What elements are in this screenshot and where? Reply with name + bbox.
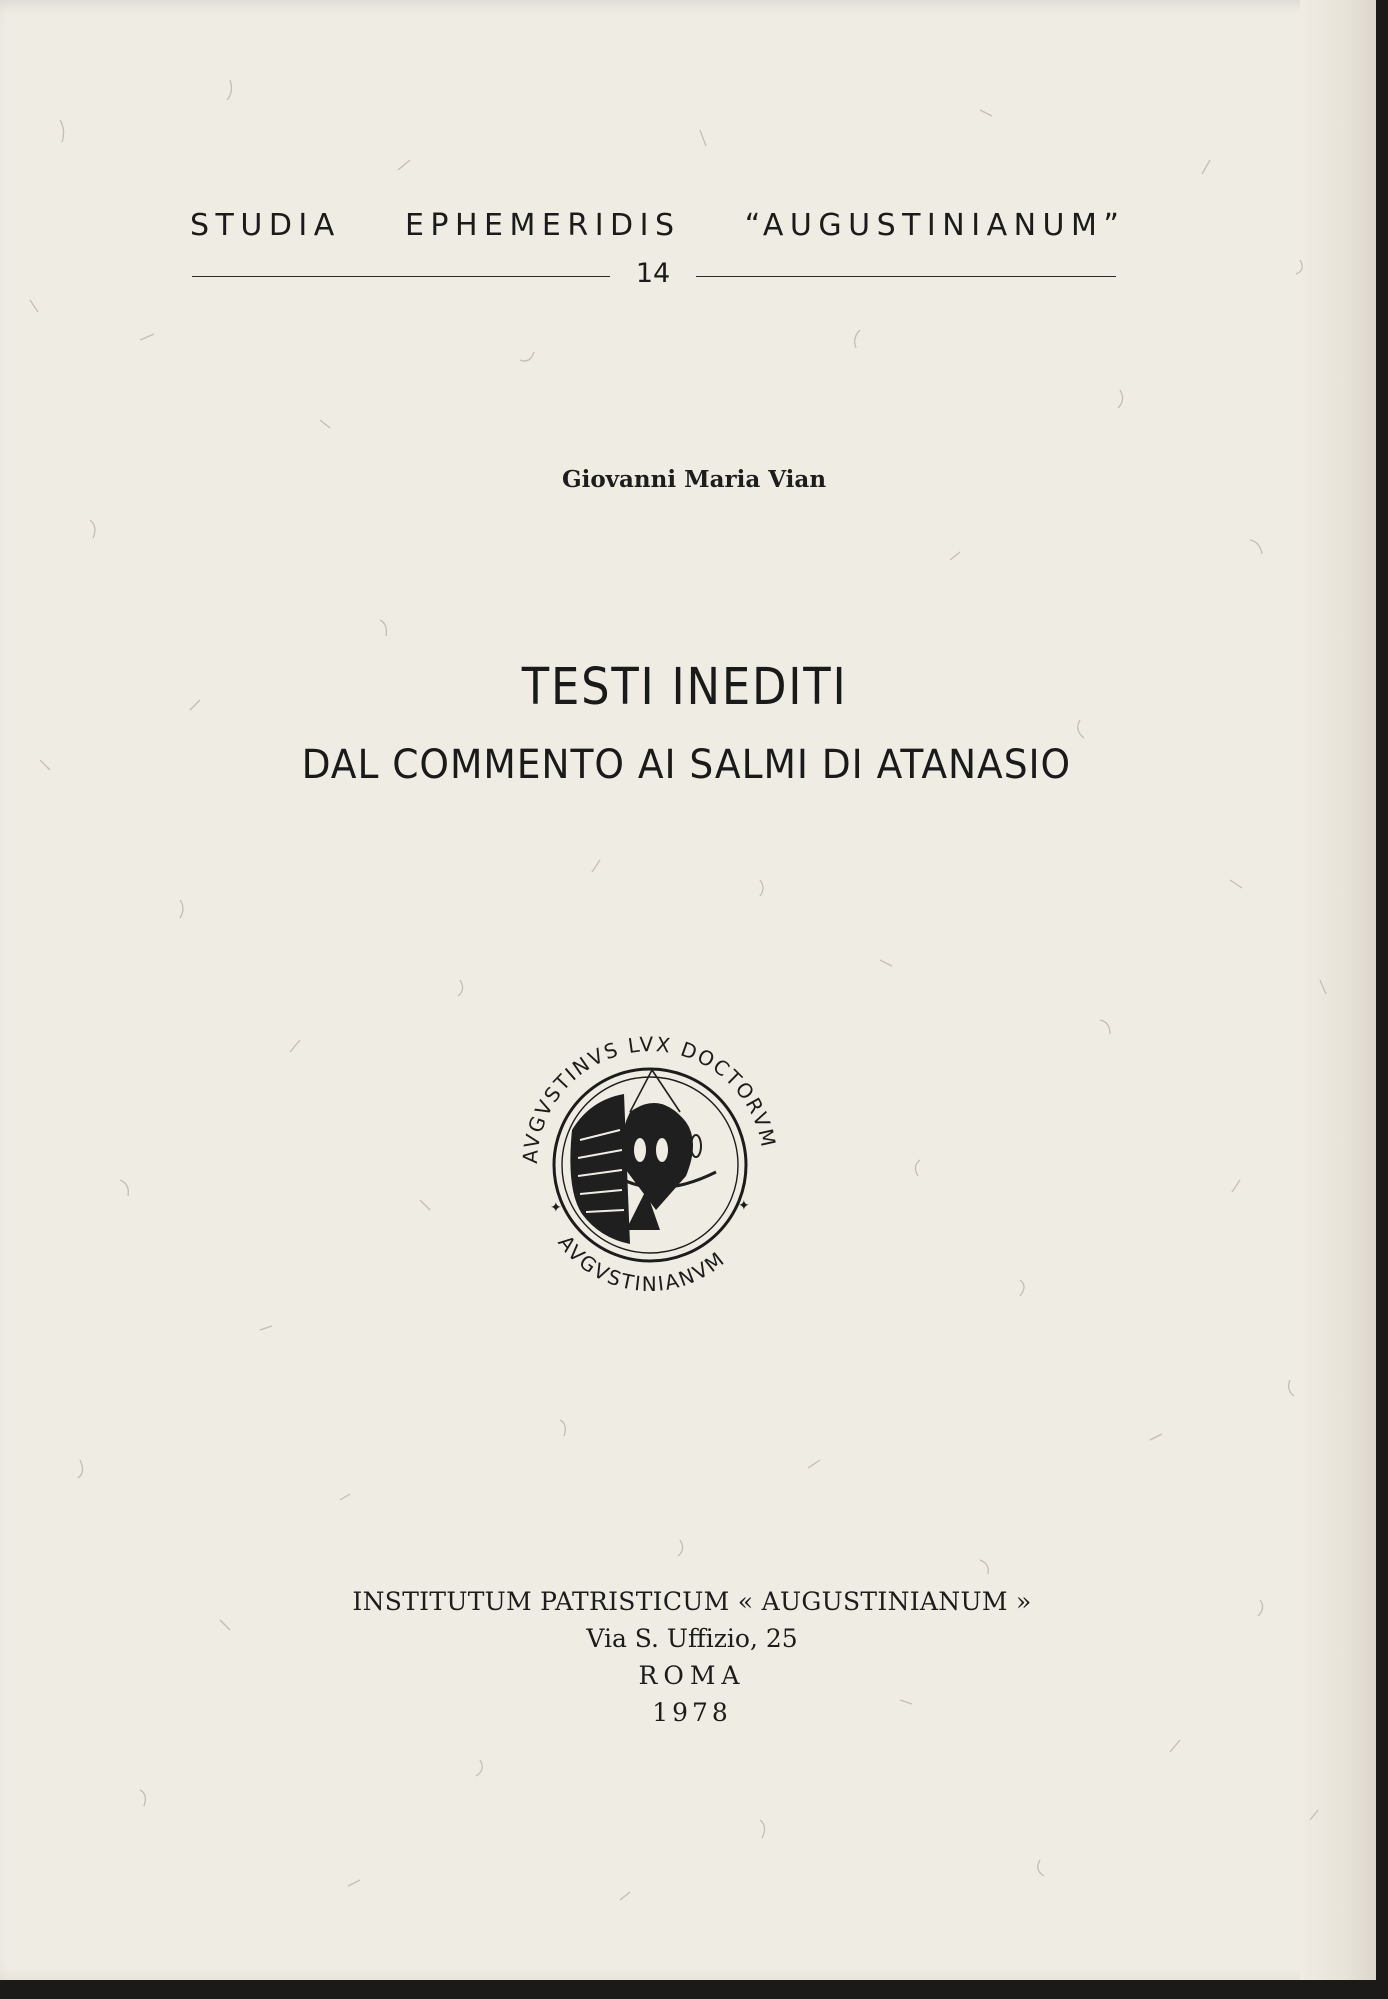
augustinianum-seal-icon bbox=[480, 1000, 820, 1310]
publisher-block bbox=[0, 1583, 1376, 1731]
publication-year: 1978 bbox=[652, 1698, 732, 1727]
seal-top-inscription: AVGVSTINVS LVX DOCTORVM bbox=[517, 1032, 781, 1165]
book-title: TESTI INEDITI bbox=[521, 658, 848, 717]
svg-text:AVGVSTINIANVM bbox=[553, 1231, 729, 1296]
seal-emblem bbox=[570, 1070, 716, 1244]
author-name: Giovanni Maria Vian bbox=[561, 466, 827, 493]
series-rule-right bbox=[696, 276, 1116, 277]
publisher-name: INSTITUTUM PATRISTICUM « AUGUSTINIANUM » bbox=[352, 1587, 1032, 1616]
seal-bottom-inscription: AVGVSTINIANVM bbox=[553, 1230, 730, 1296]
series-title bbox=[190, 208, 1150, 243]
series-word-studia: STUDIA bbox=[190, 208, 341, 243]
series-word-augustinianum: “AUGUSTINIANUM” bbox=[744, 208, 1126, 243]
publisher-city: ROMA bbox=[638, 1661, 746, 1690]
series-rule-left bbox=[192, 276, 610, 277]
series-volume-number: 14 bbox=[635, 258, 671, 289]
svg-text:✦: ✦ bbox=[738, 1198, 750, 1214]
book-subtitle: DAL COMMENTO AI SALMI DI ATANASIO bbox=[301, 742, 1072, 788]
svg-text:✦: ✦ bbox=[550, 1200, 562, 1216]
series-word-ephemeridis: EPHEMERIDIS bbox=[404, 208, 681, 243]
publisher-address: Via S. Uffizio, 25 bbox=[586, 1624, 798, 1653]
